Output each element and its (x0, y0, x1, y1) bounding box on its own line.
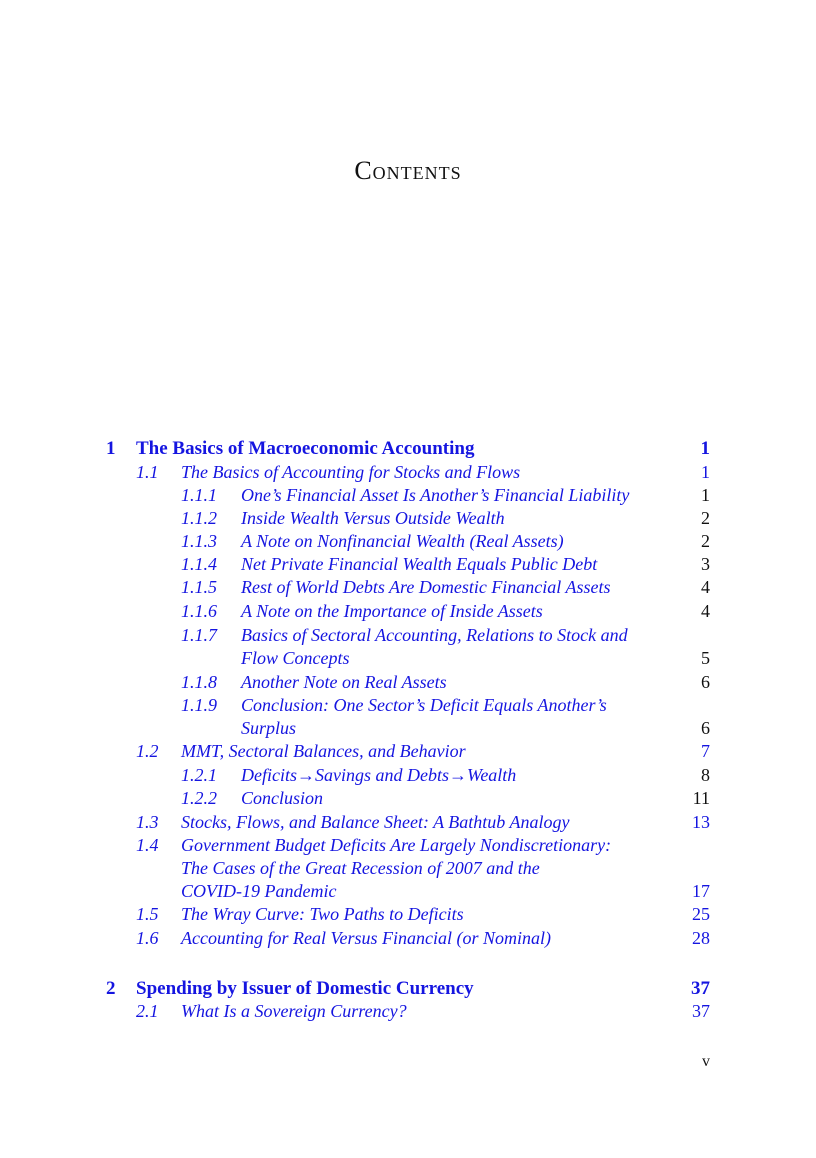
toc-number: 1 (106, 438, 116, 459)
toc-number: 1.1.5 (181, 577, 217, 597)
toc-page[interactable]: 2 (701, 508, 710, 528)
toc-page[interactable]: 28 (692, 928, 710, 948)
toc-label[interactable]: The Basics of Accounting for Stocks and Flows (181, 462, 521, 482)
toc-number: 1.1.6 (181, 601, 217, 621)
toc-number: 1.1.4 (181, 554, 217, 574)
toc-number: 1.2.1 (181, 765, 217, 785)
page-title: Contents (354, 156, 462, 185)
toc-page[interactable]: 25 (692, 904, 710, 924)
toc-number: 1.3 (136, 812, 159, 832)
toc-label[interactable]: Basics of Sectoral Accounting, Relations to Stock and (241, 625, 628, 645)
toc-number: 1.1.1 (181, 485, 217, 505)
toc-label-continued[interactable]: The Cases of the Great Recession of 2007 and the (181, 858, 540, 878)
toc-label[interactable]: Deficits→Savings and Debts→Wealth (241, 765, 517, 785)
toc-page[interactable]: 4 (701, 601, 710, 621)
toc-page[interactable]: 1 (701, 485, 710, 505)
toc-page[interactable]: 3 (701, 554, 710, 574)
toc-label[interactable]: Conclusion: One Sector’s Deficit Equals Another’s (241, 695, 607, 715)
toc-number: 1.1.2 (181, 508, 217, 528)
toc-number: 2 (106, 978, 116, 999)
toc-page[interactable]: 4 (701, 577, 710, 597)
toc-page[interactable]: 8 (701, 765, 710, 785)
toc-page[interactable]: 13 (692, 812, 710, 832)
toc-label-continued[interactable]: Flow Concepts (241, 648, 350, 668)
toc-page[interactable]: 6 (701, 718, 710, 738)
toc-label[interactable]: Conclusion (241, 788, 324, 808)
page-number: v (702, 1053, 710, 1070)
toc-label[interactable]: One’s Financial Asset Is Another’s Financial Liability (241, 485, 630, 505)
toc-label[interactable]: Another Note on Real Assets (241, 672, 447, 692)
toc-number: 1.4 (136, 835, 159, 855)
toc-page[interactable]: 6 (701, 672, 710, 692)
toc-number: 1.2.2 (181, 788, 217, 808)
toc-label[interactable]: The Wray Curve: Two Paths to Deficits (181, 904, 464, 924)
toc-page[interactable]: 5 (701, 648, 710, 668)
toc-number: 1.1 (136, 462, 159, 482)
toc-page[interactable]: 11 (692, 788, 710, 808)
toc-number: 1.1.7 (181, 625, 217, 645)
toc-label[interactable]: Government Budget Deficits Are Largely Nondiscretionary: (181, 835, 612, 855)
toc-number: 1.6 (136, 928, 159, 948)
toc-number: 2.1 (136, 1001, 159, 1021)
toc-page[interactable]: 2 (701, 531, 710, 551)
toc-label[interactable]: MMT, Sectoral Balances, and Behavior (181, 741, 466, 761)
toc-number: 1.1.3 (181, 531, 217, 551)
toc-number: 1.2 (136, 741, 159, 761)
toc-label[interactable]: Accounting for Real Versus Financial (or Nominal) (181, 928, 551, 948)
toc-label[interactable]: Rest of World Debts Are Domestic Financial Assets (241, 577, 611, 597)
toc-label[interactable]: Net Private Financial Wealth Equals Public Debt (241, 554, 598, 574)
toc-label-continued[interactable]: COVID-19 Pandemic (181, 881, 337, 901)
toc-page[interactable]: 17 (692, 881, 710, 901)
toc-number: 1.5 (136, 904, 159, 924)
toc-page[interactable]: 7 (701, 741, 710, 761)
toc-number: 1.1.8 (181, 672, 217, 692)
toc-page[interactable]: 1 (701, 462, 710, 482)
toc-page[interactable]: 37 (692, 1001, 710, 1021)
toc-label[interactable]: Spending by Issuer of Domestic Currency (136, 978, 474, 999)
toc-label[interactable]: A Note on Nonfinancial Wealth (Real Assets) (241, 531, 564, 551)
toc-label[interactable]: The Basics of Macroeconomic Accounting (136, 438, 475, 459)
toc-label[interactable]: Inside Wealth Versus Outside Wealth (241, 508, 505, 528)
toc-number: 1.1.9 (181, 695, 217, 715)
toc-page[interactable]: 1 (700, 438, 710, 459)
toc-label[interactable]: A Note on the Importance of Inside Assets (241, 601, 543, 621)
toc-page[interactable]: 37 (691, 978, 710, 999)
toc-label[interactable]: What Is a Sovereign Currency? (181, 1001, 407, 1021)
toc-label-continued[interactable]: Surplus (241, 718, 297, 738)
toc-label[interactable]: Stocks, Flows, and Balance Sheet: A Bathtub Analogy (181, 812, 570, 832)
